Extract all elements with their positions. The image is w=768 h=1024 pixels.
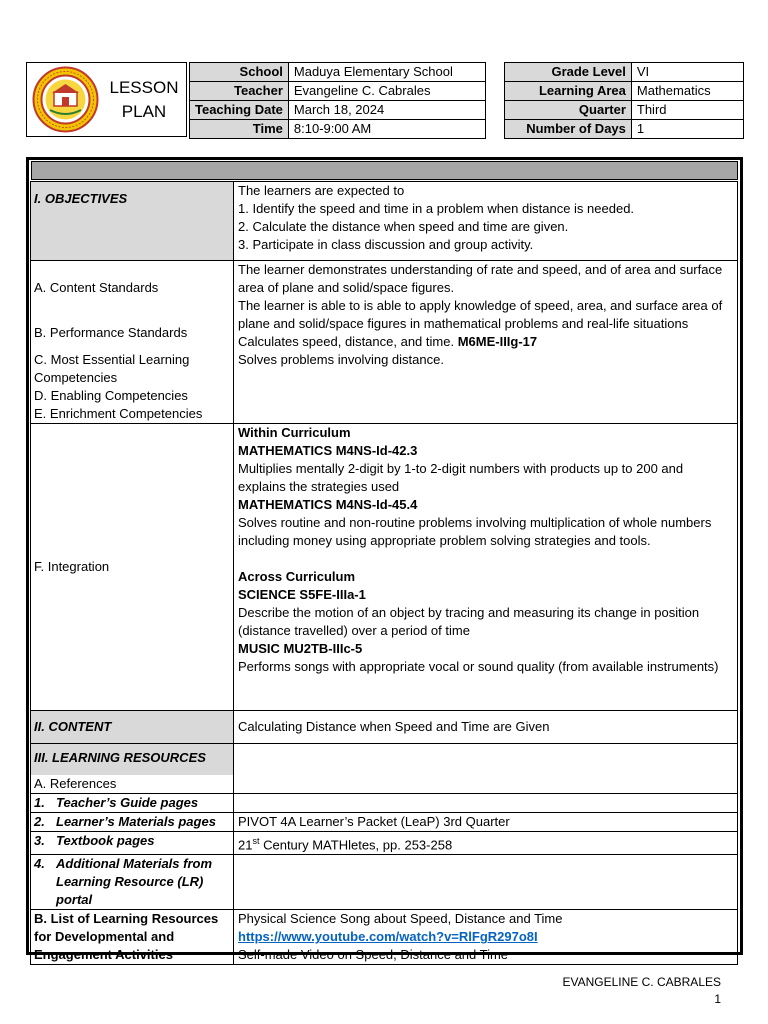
resource-item-label: 4. Additional Materials from Learning Resource (LR) portal <box>31 855 234 910</box>
integration-code: MATHEMATICS M4NS-Id-45.4 <box>238 497 418 512</box>
integration-code: SCIENCE S5FE-IIIa-1 <box>238 587 366 602</box>
performance-standards-text: The learner is able to is able to apply knowledge of speed, area, and surface area of plane and solid/space figures in mathematical problems and real-life situations <box>238 298 723 331</box>
resource-item-value <box>234 794 738 813</box>
competencies-e-label: E. Enrichment Competencies <box>34 406 203 421</box>
learning-resources-label: III. LEARNING RESOURCES <box>31 744 233 775</box>
info-label: Teaching Date <box>190 101 289 120</box>
competencies-c-text: Calculates speed, distance, and time. M6ME-IIIg-17 <box>238 334 538 349</box>
school-seal-logo <box>32 66 99 133</box>
objectives-intro: The learners are expected to <box>238 183 405 198</box>
info-value: Maduya Elementary School <box>288 63 485 82</box>
competencies-c-label: C. Most Essential Learning Competencies <box>34 352 190 385</box>
info-value: Mathematics <box>631 82 743 101</box>
across-curriculum-heading: Across Curriculum <box>238 569 356 584</box>
row-standards <box>31 261 738 424</box>
row-resource-item <box>31 813 738 832</box>
lesson-info-table <box>189 62 744 139</box>
learning-resources-content <box>234 744 738 794</box>
info-label: Learning Area <box>504 82 631 101</box>
row-resource-item <box>31 832 738 855</box>
resource-item-label: 3. Textbook pages <box>31 832 234 855</box>
integration-code: MUSIC MU2TB-IIIc-5 <box>238 641 363 656</box>
content-standards-label: A. Content Standards <box>34 280 159 295</box>
lesson-plan-title: LESSON PLAN <box>109 78 179 121</box>
resource-list-item: Self-made Video on Speed, Distance and Time <box>238 947 509 963</box>
youtube-link[interactable]: https://www.youtube.com/watch?v=RlFgR297o8I <box>238 929 538 945</box>
content-label: II. CONTENT <box>31 711 234 744</box>
lesson-plan-table <box>30 181 738 965</box>
info-label: Time <box>190 120 289 139</box>
objective-item: 2. Calculate the distance when speed and time are given. <box>238 219 569 234</box>
content-standards-text: The learner demonstrates understanding of rate and speed, and of area and surface area of plane and solid/space figures. <box>238 262 723 295</box>
row-resource-list <box>31 910 738 965</box>
row-integration <box>31 424 738 711</box>
row-content <box>31 711 738 744</box>
info-row-date <box>190 101 744 120</box>
resource-item-value: PIVOT 4A Learner’s Packet (LeaP) 3rd Quarter <box>234 813 738 832</box>
within-curriculum-heading: Within Curriculum <box>238 425 351 440</box>
info-label: School <box>190 63 289 82</box>
page-number: 1 <box>714 992 721 1006</box>
info-row-time <box>190 120 744 139</box>
row-resource-item <box>31 855 738 910</box>
content-text: Calculating Distance when Speed and Time are Given <box>234 711 738 744</box>
objective-item: 3. Participate in class discussion and group activity. <box>238 237 534 252</box>
info-value: Third <box>631 101 743 120</box>
info-row-school <box>190 63 744 82</box>
resource-item-label: 1. Teacher’s Guide pages <box>31 794 234 813</box>
info-label: Teacher <box>190 82 289 101</box>
objectives-label: I. OBJECTIVES <box>31 182 234 261</box>
info-value: 8:10-9:00 AM <box>288 120 485 139</box>
resource-item-label: 2. Learner’s Materials pages <box>31 813 234 832</box>
info-value: March 18, 2024 <box>288 101 485 120</box>
integration-label: F. Integration <box>31 424 234 711</box>
standards-labels <box>31 261 234 424</box>
resource-list-content <box>234 910 738 965</box>
row-objectives <box>31 182 738 261</box>
info-value: 1 <box>631 120 743 139</box>
footer-teacher-name: EVANGELINE C. CABRALES <box>562 975 721 989</box>
integration-text: Solves routine and non-routine problems involving multiplication of whole numbers including money using appropriate problem solving strategies and tools. <box>238 515 712 548</box>
info-label: Grade Level <box>504 63 631 82</box>
info-value: Evangeline C. Cabrales <box>288 82 485 101</box>
resource-list-label: B. List of Learning Resources for Developmental and Engagement Activities <box>31 910 234 965</box>
integration-text: Describe the motion of an object by tracing and measuring its change in position (distance travelled) over a period of time <box>238 605 700 638</box>
objective-item: 1. Identify the speed and time in a problem when distance is needed. <box>238 201 635 216</box>
competencies-d-label: D. Enabling Competencies <box>34 388 188 403</box>
learning-resources-labels <box>31 744 234 794</box>
integration-text: Multiplies mentally 2-digit by 1-to 2-digit numbers with products up to 200 and explains the strategies used <box>238 461 684 494</box>
info-row-teacher <box>190 82 744 101</box>
integration-content <box>234 424 738 711</box>
integration-text: Performs songs with appropriate vocal or sound quality (from available instruments) <box>238 659 719 674</box>
info-value: VI <box>631 63 743 82</box>
objectives-content <box>234 182 738 261</box>
resource-list-item: Physical Science Song about Speed, Distance and Time <box>238 911 563 927</box>
resource-item-value: 21st Century MATHletes, pp. 253-258 <box>234 832 738 855</box>
performance-standards-label: B. Performance Standards <box>34 325 188 340</box>
references-label: A. References <box>34 776 117 791</box>
info-label: Quarter <box>504 101 631 120</box>
resource-item-value <box>234 855 738 910</box>
info-label: Number of Days <box>504 120 631 139</box>
standards-content <box>234 261 738 424</box>
row-resource-item <box>31 794 738 813</box>
competencies-d-text: Solves problems involving distance. <box>238 352 444 367</box>
integration-code: MATHEMATICS M4NS-Id-42.3 <box>238 443 418 458</box>
row-learning-resources <box>31 744 738 794</box>
lesson-table-header-bar <box>31 161 738 180</box>
